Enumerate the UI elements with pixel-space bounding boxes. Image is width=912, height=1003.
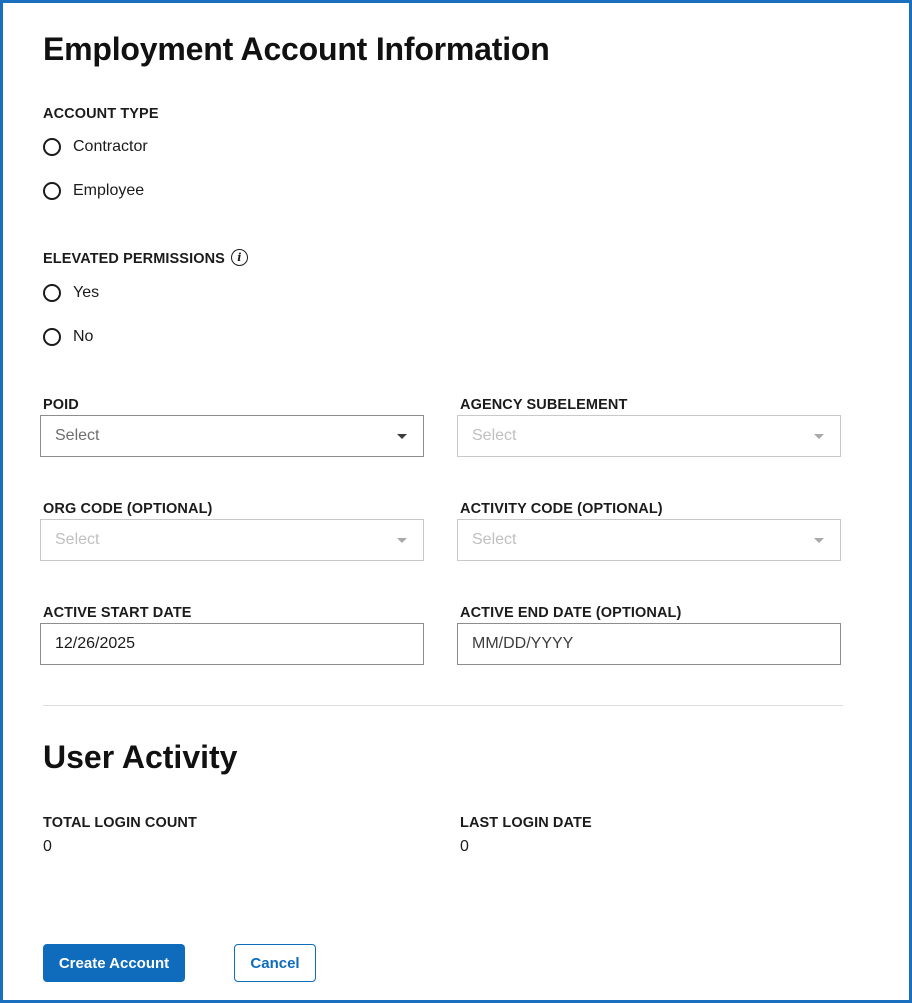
select-placeholder: Select xyxy=(55,531,100,548)
elevated-permissions-label: ELEVATED PERMISSIONS xyxy=(43,250,225,267)
radio-button[interactable] xyxy=(43,182,61,200)
chevron-down-icon xyxy=(397,538,407,543)
radio-employee[interactable] xyxy=(43,179,144,203)
last-login-date-label: LAST LOGIN DATE xyxy=(460,815,592,831)
page-title: Employment Account Information xyxy=(43,31,550,67)
select-placeholder: Select xyxy=(55,427,100,444)
radio-label: Contractor xyxy=(73,138,148,155)
radio-contractor[interactable] xyxy=(43,135,148,159)
chevron-down-icon xyxy=(397,434,407,439)
radio-label: No xyxy=(73,328,94,345)
select-placeholder: Select xyxy=(472,427,517,444)
org-code-select[interactable] xyxy=(40,519,424,561)
radio-no[interactable] xyxy=(43,325,93,349)
date-placeholder: MM/DD/YYYY xyxy=(472,635,574,652)
elevated-permissions-label-row xyxy=(43,250,248,267)
active-end-date-label: ACTIVE END DATE (OPTIONAL) xyxy=(460,605,682,621)
radio-button[interactable] xyxy=(43,284,61,302)
section-divider xyxy=(43,705,843,706)
activity-code-select[interactable] xyxy=(457,519,841,561)
chevron-down-icon xyxy=(814,538,824,543)
create-account-button[interactable]: Create Account xyxy=(43,944,185,982)
total-login-count-label: TOTAL LOGIN COUNT xyxy=(43,815,197,831)
radio-button[interactable] xyxy=(43,328,61,346)
radio-label: Yes xyxy=(73,284,100,301)
radio-button[interactable] xyxy=(43,138,61,156)
chevron-down-icon xyxy=(814,434,824,439)
total-login-count-value: 0 xyxy=(43,838,52,855)
poid-select[interactable] xyxy=(40,415,424,457)
radio-label: Employee xyxy=(73,182,145,199)
agency-subelement-select[interactable] xyxy=(457,415,841,457)
cancel-button[interactable]: Cancel xyxy=(234,944,316,982)
agency-subelement-label: AGENCY SUBELEMENT xyxy=(460,397,628,413)
activity-code-label: ACTIVITY CODE (OPTIONAL) xyxy=(460,501,663,517)
radio-yes[interactable] xyxy=(43,281,99,305)
user-activity-title: User Activity xyxy=(43,739,238,775)
active-start-date-label: ACTIVE START DATE xyxy=(43,605,192,621)
poid-label: POID xyxy=(43,397,79,413)
account-type-label: ACCOUNT TYPE xyxy=(43,106,159,122)
select-placeholder: Select xyxy=(472,531,517,548)
date-value: 12/26/2025 xyxy=(55,635,136,652)
last-login-date-value: 0 xyxy=(460,838,469,855)
info-icon[interactable]: i xyxy=(231,249,248,266)
org-code-label: ORG CODE (OPTIONAL) xyxy=(43,501,213,517)
active-end-date-input[interactable] xyxy=(457,623,841,665)
active-start-date-input[interactable] xyxy=(40,623,424,665)
